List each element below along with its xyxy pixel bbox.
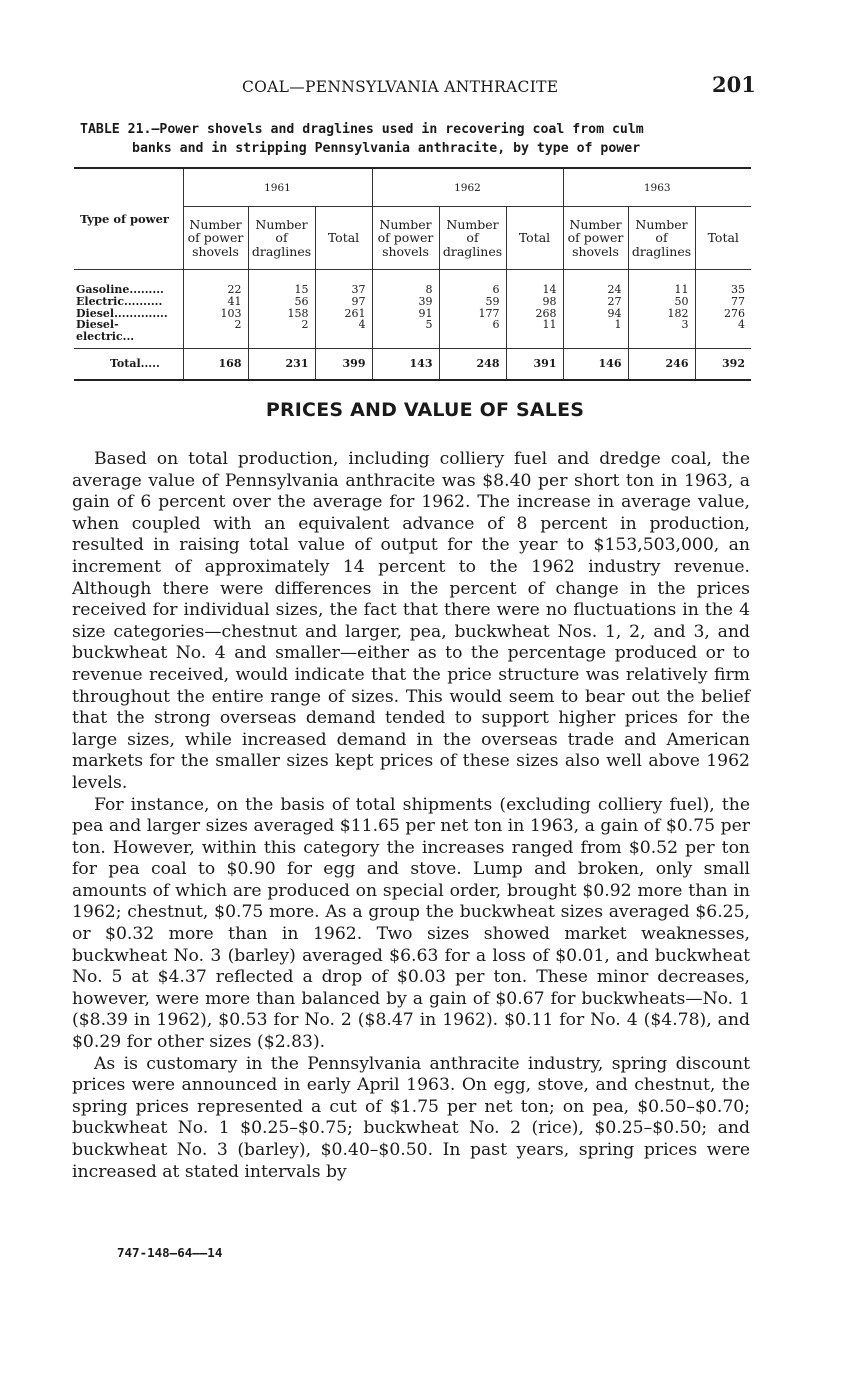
- data-column: 11 50 182 3: [628, 270, 695, 349]
- running-title: COAL—PENNSYLVANIA ANTHRACITE: [242, 78, 559, 96]
- stub-label: Electric..........: [76, 294, 163, 308]
- paragraph: For instance, on the basis of total shipments (excluding colliery fuel), the pea and larger sizes averaged $11.65 per net ton in 1963, a gain of $0.75 per ton. However, within this category the increases ranged from $0.52 per ton for pea coal to $0.90 for egg and stove. Lump and broken, only small amounts of which are produced on special order, brought $0.92 more than in 1962; chestnut, $0.75 more. As a group the buckwheat sizes averaged $6.25, or $0.32 more than in 1962. Two sizes showed market weaknesses, buckwheat No. 3 (barley) averaged $6.63 for a loss of $0.01, and buckwheat No. 5 at $4.37 reflected a drop of $0.03 per ton. These minor decreases, however, were more than balanced by a gain of $0.67 for buckwheats—No. 1 ($8.39 in 1962), $0.53 for No. 2 ($8.47 in 1962). $0.11 for No. 4 ($4.78), and $0.29 for other sizes ($2.83).: [72, 794, 750, 1053]
- data-column: 24 27 94 1: [563, 270, 628, 349]
- table-total-row: [74, 348, 751, 380]
- total-label: Total.....: [74, 348, 183, 380]
- total-cell: 391: [506, 348, 563, 380]
- data-column: 8 39 91 5: [372, 270, 439, 349]
- column-header-draglines: Number of draglines: [439, 207, 506, 270]
- column-header-shovels: Number of power shovels: [563, 207, 628, 270]
- total-cell: 168: [183, 348, 248, 380]
- table-caption: [80, 120, 752, 158]
- column-header-draglines: Number of draglines: [628, 207, 695, 270]
- table-caption-line-1: TABLE 21.—Power shovels and draglines used in recovering coal from culm: [80, 122, 644, 137]
- paragraph: Based on total production, including colliery fuel and dredge coal, the average value of Pennsylvania anthracite was $8.40 per short ton in 1963, a gain of 6 percent over the average for 1962. The increase in average value, when coupled with an equivalent advance of 8 percent in production, resulted in raising total value of output for the year to $153,503,000, an increment of approximately 14 percent to the 1962 industry revenue. Although there were differences in the percent of change in the prices received for individual sizes, the fact that there were no fluctuations in the 4 size categories—chestnut and larger, pea, buckwheat Nos. 1, 2, and 3, and buckwheat No. 4 and smaller—either as to the percentage produced or to revenue received, would indicate that the price structure was relatively firm throughout the entire range of sizes. This would seem to bear out the belief that the strong overseas demand tended to support higher prices for the large sizes, while increased demand in the overseas trade and American markets for the smaller sizes kept prices of these sizes also well above 1962 levels.: [72, 449, 750, 793]
- paragraph: As is customary in the Pennsylvania anthracite industry, spring discount prices were announced in early April 1963. On egg, stove, and chestnut, the spring prices represented a cut of $1.75 per net ton; on pea, $0.50–$0.70; buckwheat No. 1 $0.25–$0.75; buckwheat No. 2 (rice), $0.25–$0.50; and buckwheat No. 3 (barley), $0.40–$0.50. In past years, spring prices were increased at stated intervals by: [72, 1053, 750, 1182]
- total-cell: 246: [628, 348, 695, 380]
- print-job-code: 747-148—64——14: [117, 1245, 223, 1260]
- year-header-row: [74, 168, 751, 207]
- stub-label: Diesel..............: [76, 306, 168, 320]
- column-header-total: Total: [506, 207, 563, 270]
- data-column: 14 98 268 11: [506, 270, 563, 349]
- year-header: 1961: [183, 168, 372, 207]
- data-column: 22 41 103 2: [183, 270, 248, 349]
- stub-label: Diesel-electric...: [76, 318, 135, 344]
- data-column: 35 77 276 4: [695, 270, 751, 349]
- total-cell: 392: [695, 348, 751, 380]
- data-column: 37 97 261 4: [315, 270, 372, 349]
- table-caption-line-2: banks and in stripping Pennsylvania anthracite, by type of power: [132, 141, 641, 156]
- running-header: [0, 72, 850, 106]
- data-column: 15 56 158 2: [248, 270, 315, 349]
- year-header: 1962: [372, 168, 563, 207]
- column-header-shovels: Number of power shovels: [183, 207, 248, 270]
- year-header: 1963: [563, 168, 751, 207]
- total-cell: 231: [248, 348, 315, 380]
- column-header-draglines: Number of draglines: [248, 207, 315, 270]
- stub-header: Type of power: [74, 168, 183, 270]
- data-column: 6 59 177 6: [439, 270, 506, 349]
- total-cell: 143: [372, 348, 439, 380]
- page-number: 201: [712, 72, 756, 97]
- body-text: [72, 449, 750, 1183]
- column-header-total: Total: [695, 207, 751, 270]
- table-body-row: [74, 270, 751, 349]
- stub-labels: [74, 270, 183, 349]
- power-equipment-table: [74, 167, 751, 381]
- column-header-shovels: Number of power shovels: [372, 207, 439, 270]
- column-header-total: Total: [315, 207, 372, 270]
- total-cell: 248: [439, 348, 506, 380]
- stub-label: Gasoline.........: [76, 283, 164, 296]
- total-cell: 399: [315, 348, 372, 380]
- total-cell: 146: [563, 348, 628, 380]
- section-heading: PRICES AND VALUE OF SALES: [265, 399, 585, 421]
